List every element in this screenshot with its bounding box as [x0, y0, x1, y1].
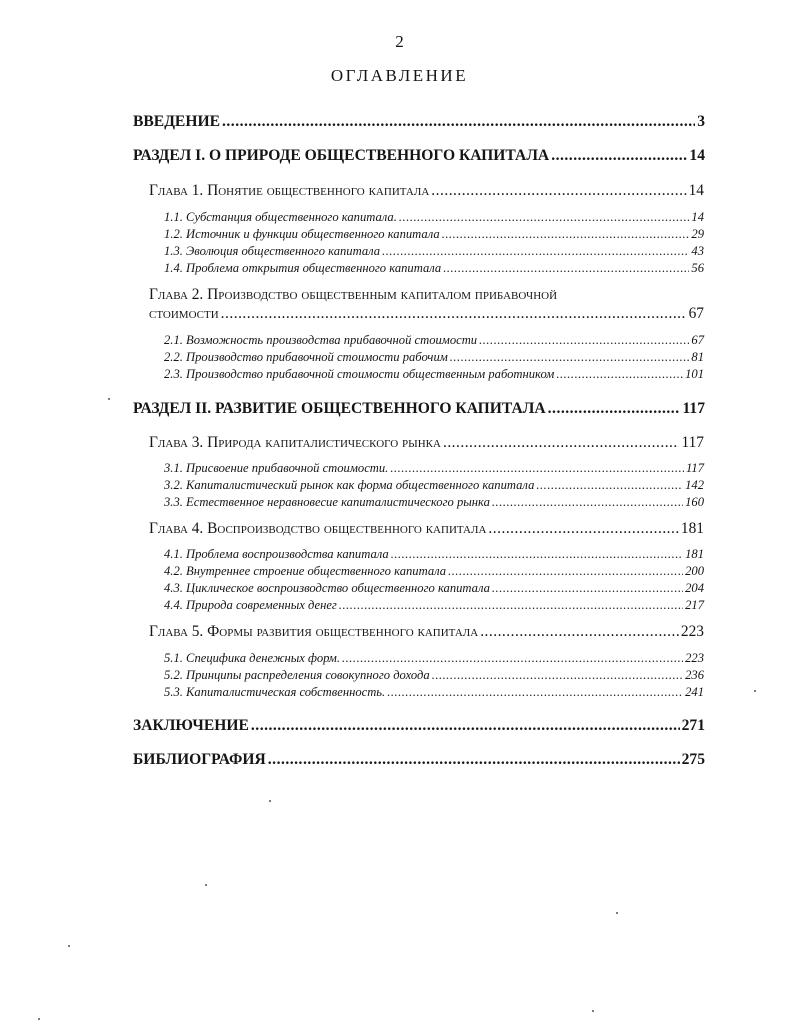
toc-entry-5-1[interactable] [164, 651, 704, 666]
toc-entry-label: 5.3. Капиталистическая собственность. [164, 685, 386, 699]
dot-leader [399, 211, 690, 224]
toc-entry-conclusion[interactable] [133, 717, 705, 735]
toc-entry-page: 3 [697, 113, 705, 130]
toc-entry-page: 160 [685, 495, 704, 509]
toc-entry-label: 1.3. Эволюция общественного капитала [164, 244, 381, 258]
toc-entry-1-4[interactable] [164, 261, 704, 276]
toc-entry-1-3[interactable] [164, 244, 704, 259]
scan-speck [205, 884, 207, 886]
toc-entry-label: 4.3. Циклическое воспроизводство общественного капитала [164, 581, 490, 595]
toc-entry-label: 4.4. Природа современных денег [164, 598, 337, 612]
toc-entry-1-2[interactable] [164, 227, 704, 242]
toc-entry-5-3[interactable] [164, 685, 704, 700]
scan-speck [592, 1010, 594, 1012]
toc-entry-label: 2.3. Производство прибавочной стоимости общественным работником [164, 367, 555, 381]
toc-entry-3-3[interactable] [164, 495, 704, 510]
toc-entry-chapter-1[interactable] [149, 182, 704, 200]
toc-entry-label: 1.1. Субстанция общественного капитала. [164, 210, 397, 224]
toc-entry-page: 117 [682, 400, 705, 417]
toc-entry-label: стоимости [149, 305, 219, 322]
toc-entry-chapter-3[interactable] [149, 434, 704, 452]
toc-entry-bibliography[interactable] [133, 751, 705, 769]
toc-entry-label: ВВЕДЕНИЕ [133, 113, 220, 130]
toc-entry-page: 204 [685, 581, 704, 595]
dot-leader [448, 565, 683, 578]
toc-entry-3-1[interactable] [164, 461, 704, 476]
toc-entry-label: Глава 3. Природа капиталистического рынка [149, 434, 441, 451]
toc-entry-label: 4.1. Проблема воспроизводства капитала [164, 547, 389, 561]
toc-entry-page: 223 [685, 651, 704, 665]
toc-entry-page: 241 [685, 685, 704, 699]
toc-entry-label: 1.2. Источник и функции общественного капитала [164, 227, 440, 241]
toc-entry-intro[interactable] [133, 113, 705, 131]
dot-leader [556, 368, 683, 381]
dot-leader [443, 262, 689, 275]
toc-entry-page: 101 [685, 367, 704, 381]
toc-entry-page: 275 [681, 751, 705, 768]
dot-leader [342, 652, 683, 665]
dot-leader [548, 401, 681, 417]
toc-entry-label: Глава 1. Понятие общественного капитала [149, 182, 430, 199]
toc-entry-4-1[interactable] [164, 547, 704, 562]
toc-entry-page: 14 [688, 182, 704, 199]
toc-entry-5-2[interactable] [164, 668, 704, 683]
toc-entry-label: БИБЛИОГРАФИЯ [133, 751, 266, 768]
toc-entry-page: 181 [685, 547, 704, 561]
toc-entry-page: 81 [691, 350, 704, 364]
dot-leader [492, 582, 683, 595]
toc-entry-4-3[interactable] [164, 581, 704, 596]
dot-leader [431, 183, 686, 198]
scan-speck [68, 945, 70, 947]
dot-leader [251, 718, 680, 734]
scan-speck [269, 800, 271, 802]
toc-entry-3-2[interactable] [164, 478, 704, 493]
dot-leader [390, 462, 684, 475]
toc-entry-page: 14 [691, 210, 704, 224]
toc-entry-label: РАЗДЕЛ I. О ПРИРОДЕ ОБЩЕСТВЕННОГО КАПИТАЛА [133, 147, 550, 164]
toc-entry-2-3[interactable] [164, 367, 704, 382]
dot-leader [488, 521, 678, 536]
toc-entry-label: Глава 5. Формы развития общественного капитала [149, 623, 479, 640]
scan-speck [38, 1018, 40, 1020]
toc-entry-label: 5.2. Принципы распределения совокупного дохода [164, 668, 430, 682]
toc-entry-page: 29 [691, 227, 704, 241]
dot-leader [450, 351, 690, 364]
dot-leader [536, 479, 683, 492]
toc-entry-label: 3.1. Присвоение прибавочной стоимости. [164, 461, 389, 475]
toc-entry-page: 223 [680, 623, 704, 640]
toc-entry-label: РАЗДЕЛ II. РАЗВИТИЕ ОБЩЕСТВЕННОГО КАПИТАЛА [133, 400, 546, 417]
toc-entry-page: 14 [689, 147, 705, 164]
toc-entry-page: 117 [686, 461, 704, 475]
toc-entry-page: 217 [685, 598, 704, 612]
dot-leader [387, 686, 683, 699]
toc-entry-4-2[interactable] [164, 564, 704, 579]
scan-speck [108, 398, 110, 400]
toc-entry-label: 4.2. Внутреннее строение общественного капитала [164, 564, 447, 578]
dot-leader [479, 334, 689, 347]
dot-leader [551, 148, 687, 164]
toc-entry-chapter-4[interactable] [149, 520, 704, 538]
scan-speck [616, 912, 618, 914]
toc-entry-label: 3.2. Капиталистический рынок как форма общественного капитала [164, 478, 535, 492]
toc-entry-chapter-2[interactable] [149, 305, 704, 323]
toc-entry-chapter-5[interactable] [149, 623, 704, 641]
toc-entry-page: 142 [685, 478, 704, 492]
toc-entry-page: 117 [681, 434, 704, 451]
toc-entry-label: ЗАКЛЮЧЕНИЕ [133, 717, 249, 734]
toc-entry-chapter-2-line1[interactable]: Глава 2. Производство общественным капиталом прибавочной [149, 286, 558, 303]
dot-leader [268, 752, 680, 768]
toc-entry-section-2[interactable] [133, 400, 705, 418]
toc-entry-page: 43 [691, 244, 704, 258]
toc-entry-page: 67 [688, 305, 704, 322]
dot-leader [391, 548, 683, 561]
toc-entry-page: 271 [681, 717, 705, 734]
toc-entry-label: 2.1. Возможность производства прибавочной стоимости [164, 333, 478, 347]
toc-entry-label: 5.1. Специфика денежных форм. [164, 651, 340, 665]
toc-entry-label: 3.3. Естественное неравновесие капиталистического рынка [164, 495, 490, 509]
dot-leader [432, 669, 683, 682]
toc-entry-section-1[interactable] [133, 147, 705, 165]
toc-entry-1-1[interactable] [164, 210, 704, 225]
toc-entry-page: 56 [691, 261, 704, 275]
dot-leader [221, 306, 687, 321]
toc-entry-page: 67 [691, 333, 704, 347]
toc-entry-4-4[interactable] [164, 598, 704, 613]
dot-leader [492, 496, 683, 509]
toc-entry-label: 2.2. Производство прибавочной стоимости рабочим [164, 350, 448, 364]
page-number: 2 [395, 32, 404, 51]
toc-entry-2-2[interactable] [164, 350, 704, 365]
page-title: ОГЛАВЛЕНИЕ [330, 66, 469, 85]
toc-entry-page: 200 [685, 564, 704, 578]
dot-leader [222, 114, 695, 130]
toc-entry-page: 181 [680, 520, 704, 537]
dot-leader [339, 599, 683, 612]
toc-entry-label: Глава 4. Воспроизводство общественного капитала [149, 520, 487, 537]
dot-leader [382, 245, 689, 258]
scan-speck [754, 690, 756, 692]
dot-leader [480, 624, 679, 639]
dot-leader [443, 435, 680, 450]
dot-leader [442, 228, 690, 241]
toc-entry-label: 1.4. Проблема открытия общественного капитала [164, 261, 442, 275]
toc-entry-page: 236 [685, 668, 704, 682]
toc-entry-2-1[interactable] [164, 333, 704, 348]
